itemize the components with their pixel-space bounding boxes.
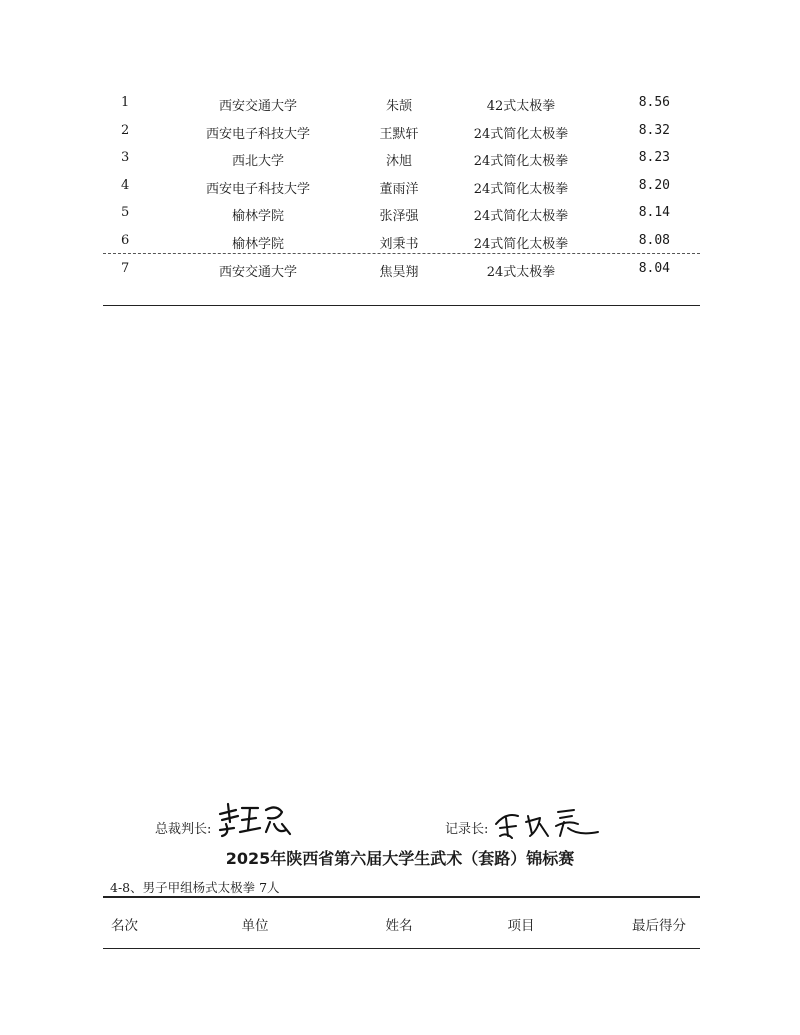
header-item: 项目 [507,918,535,934]
score-cell: 8.23 [638,150,670,165]
table-row [103,88,700,116]
item-cell: 24式简化太极拳 [473,236,569,252]
unit-cell: 西安电子科技大学 [205,126,311,142]
table-row [103,198,700,226]
item-cell: 24式简化太极拳 [473,209,569,224]
header-rank: 名次 [111,918,138,934]
unit-cell: 榆林学院 [231,209,285,224]
name-cell: 沐旭 [385,154,413,169]
score-cell: 8.08 [638,232,670,248]
score-cell: 8.20 [638,177,670,193]
competition-title: 2025年陕西省第六届大学生武术（套路）锦标赛 [225,849,575,868]
name-cell: 张泽强 [379,209,419,224]
chief-judge-signature [216,800,296,840]
name-cell: 焦昊翔 [379,265,419,280]
item-cell: 42式太极拳 [486,99,556,114]
header-name: 姓名 [385,918,413,934]
unit-cell: 西安交通大学 [218,99,298,114]
score-cell: 8.14 [638,205,670,220]
table-row [103,116,700,144]
unit-cell: 西安电子科技大学 [205,181,311,197]
rank-cell: 3 [121,150,130,165]
table-row [103,171,700,199]
header-top-rule [103,896,700,898]
results-table [103,88,700,282]
rank-cell: 5 [121,205,130,220]
chief-recorder-label: 记录长: [445,822,489,837]
rank-cell: 4 [121,177,130,193]
unit-cell: 西安交通大学 [218,265,298,280]
name-cell: 刘秉书 [379,236,419,252]
score-cell: 8.04 [638,261,670,276]
header-score: 最后得分 [632,918,686,934]
unit-cell: 西北大学 [231,154,285,169]
rank-cell: 7 [121,261,130,276]
rank-cell: 6 [121,232,130,248]
unit-cell: 榆林学院 [231,236,285,252]
rank-cell: 1 [121,95,130,110]
item-cell: 24式简化太极拳 [473,181,569,197]
item-cell: 24式太极拳 [486,265,556,280]
table-row [103,226,700,254]
header-bottom-rule [103,948,700,949]
rank-cell: 2 [121,122,130,138]
score-cell: 8.32 [638,122,670,138]
item-cell: 24式简化太极拳 [473,126,569,142]
chief-recorder-signature [494,802,602,842]
table-header [103,912,700,934]
score-cell: 8.56 [638,95,670,110]
table-row [103,143,700,171]
name-cell: 朱颉 [385,99,413,114]
name-cell: 王默轩 [379,126,419,142]
event-subtitle: 4-8、男子甲组杨式太极拳 7人 [110,880,280,895]
table-row [103,253,700,282]
item-cell: 24式简化太极拳 [473,154,569,169]
header-unit: 单位 [241,918,269,934]
table-bottom-rule [103,305,700,306]
chief-judge-label: 总裁判长: [155,822,212,837]
name-cell: 董雨洋 [379,181,419,197]
